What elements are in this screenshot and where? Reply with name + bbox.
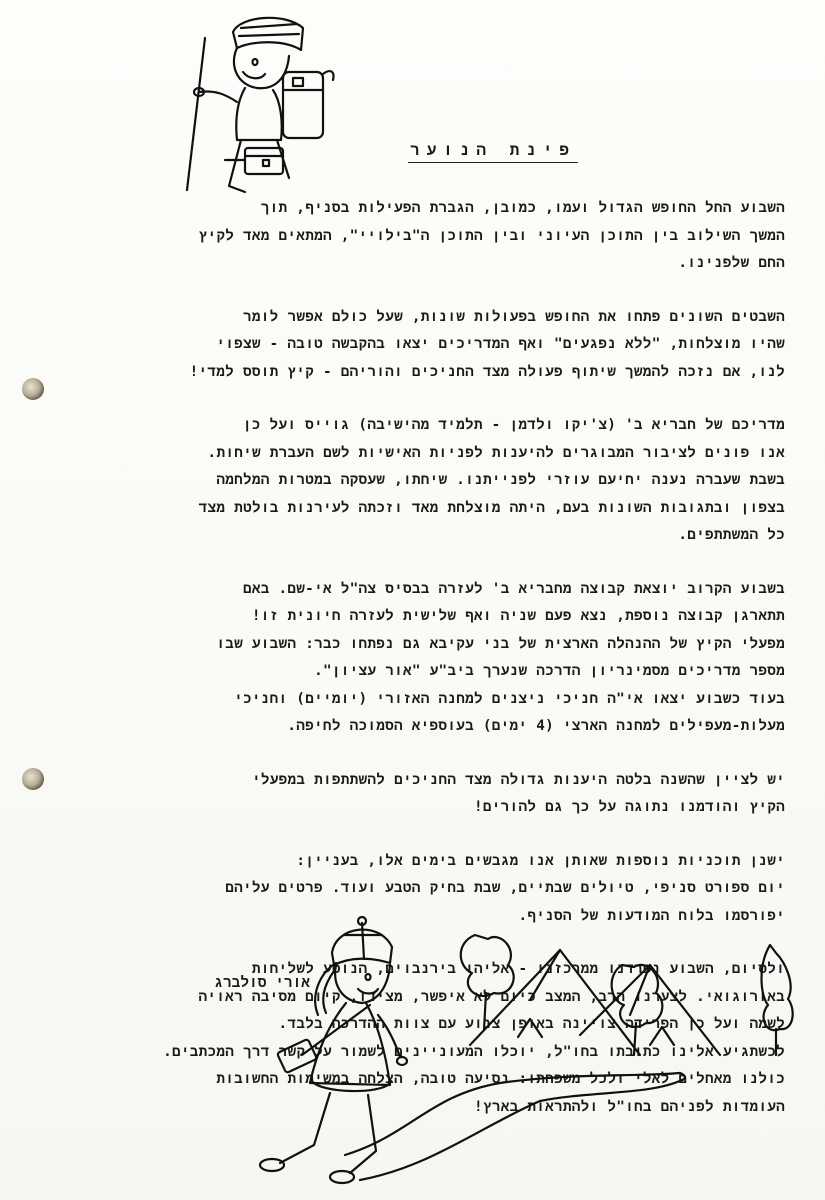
paragraph: בשבוע הקרוב יוצאת קבוצה מחבריא ב' לעזרה בבסיס צה"ל אי-שם. באם תתארגן קבוצה נוספת, נצא פעם שניה ואף שלישית לעזרה חיונית זו! מפעלי הקיץ של ההנהלה הארצית של בני עקיבא גם נפתחו כבר: השבוע שבו מספר מדריכים מסמינריון הדרכה שנערך ביב"ע "אור עציון". בעוד כשבוע יצאו אי"ה חניכי ניצנים למחנה האזורי (יומיים) וחניכי מעלות-מעפילים למחנה הארצי (4 ימים) בעוספיא הסמוכה לחיפה. xyxy=(216,580,785,734)
camp-scene-illustration xyxy=(250,905,810,1195)
paragraph: מדריכם של חבריא ב' (צ'יקו ולדמן - תלמיד מהישיבה) גוייס ועל כן אנו פונים לציבור המבוגרים להיענות לפניות האישיות לשם העברת שיחות. בשבת שעברה נענה יחיעם עוזרי לפנייתנו. שיחתו, שעסקה במטרות המלחמה בצפון ובתגובות השונות בעם, היתה מוצלחת מאד וזכתה לעירנות בולטת מצד כל המשתתפים. xyxy=(198,417,785,543)
paragraph: השבוע החל החופש הגדול ועמו, כמובן, הגברת הפעילות בסניף, תוך המשך השילוב בין התוכן העיוני ובין התוכן ה"בילויי", המתאים מאד לקיץ החם שלפנינו. xyxy=(198,200,785,271)
signature: אורי סולברג xyxy=(214,975,310,991)
paragraph: ולסיום, השבוע נפרדנו ממרכזנו - אליהו בירנבוים, הנוסע לשליחות באורוגואי. לצערנו הרב, המצב כיום לא איפשר, מצידו, קיום מסיבה ראויה לשמה ועל כן הפרידה צויינה באופן צנוע עם צוות ההדרכה בלבד. לכשתגיע אלינו כתובתו בחו"ל, יוכלו המעוניינים לשמור על קשר דרך המכתבים. כולנו מאחלים לאלי ולכל משפחתו: נסיעה טובה, הצלחה במשימות החשובות העומדות לפניהם בחו"ל ולהתראות בארץ! xyxy=(163,961,785,1115)
binder-hole xyxy=(22,768,44,790)
paragraph: ישנן תוכניות נוספות שאותן אנו מגבשים בימים אלו, בעניין: יום ספורט סניפי, טיולים שבתיים, שבת בחיק הטבע ועוד. פרטים עליהם יפורסמו בלוח המודעות של הסניף. xyxy=(225,852,785,924)
paragraph: יש לציין שהשנה בלטה היענות גדולה מצד החניכים להשתתפות במפעלי הקיץ והודמנו נתוגה על כך גם להורים! xyxy=(251,771,785,815)
page-title: פינת הנוער xyxy=(408,140,578,163)
binder-hole xyxy=(22,378,44,400)
paragraph: השבטים השונים פתחו את החופש בפעולות שונות, שעל כולם אפשר לומר שהיו מוצלחות, "ללא נפגעים" ואף המדריכים יצאו בהקבשה טובה - שצפוי לנו, אם נזכה להמשך שיתוף פעולה מצד החניכים והוריהם - קיץ תוסס למדי! xyxy=(189,308,785,380)
hiker-boy-illustration xyxy=(185,10,345,200)
